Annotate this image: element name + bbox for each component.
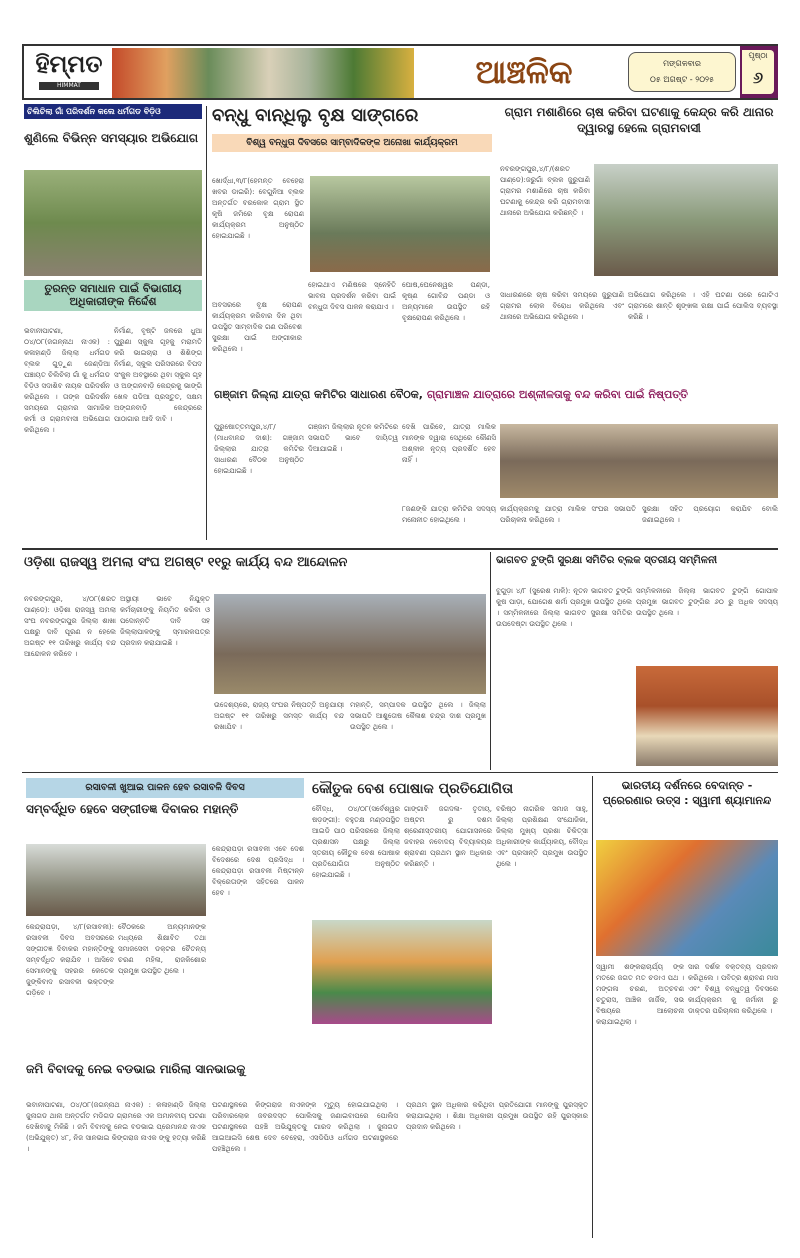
story4-body-col2: ଗଞ୍ଜାମ ଜିଲ୍ଲାର ନୂତନ କମିଟିରେ ସଭାପତି ଭାବେ ଦାୟିତ୍ୱ ଦିଆଯାଇଛି ।: [308, 423, 398, 453]
masthead-banner-image: [112, 48, 414, 98]
weekday: ମଙ୍ଗଳବାର: [663, 59, 701, 68]
story4-caption2: କାର୍ଯ୍ୟକ୍ରମକୁ ଯାତ୍ରା ମାଲିକ ସଂଘର ସଭାପତି ପରିଚାଳନା କରିଥିଲେ ।: [500, 505, 636, 524]
story10-body-col2: ଘଟଣାସ୍ଥଳରେ କିଙ୍ଗରାଜ ନାଏକଙ୍କ ମୃତ୍ୟୁ ହୋଇଯାଇଥିଲା । ପରିବାରଲୋକ ଜବରଦସ୍ତ ପୋଲିସକୁ ଜଣାଇବାପରେ ପୋଲିସ ଘଟଣାସ୍ଥଳରେ ପହଞ୍ଚି ଅଭିଯୁକ୍ତକୁ ଗାରଦ କରିଥିଲା । ଜୁନାଗଡ ଆଇଆଇସି ଶେଷ ଦେବ ବେହେରା, ଏସଡିପିଓ ଧର୍ମଗଡ ଘଟଣାସ୍ଥଳରେ ପହଞ୍ଚିଥିଲେ ।: [212, 1101, 398, 1153]
story1-kicker: ଚିଲିଚିଲା ଗାଁ ପରିଦର୍ଶନ କଲେ ଧର୍ମଗଡ ବିଡ଼ିଓ: [24, 104, 202, 119]
story4-photo: [500, 424, 778, 498]
story7-kicker: ରସାବଳୀ ଖୁଆଇ ପାଳନ ହେବ ରସାବଳି ଦିବସ: [26, 778, 304, 798]
story7-body-col3: ବୈଠକରେ ଅନ୍ୟମାନଙ୍କ ମଧ୍ୟରେ ଶିକ୍ଷାବିତ ତଥା ସମାଜସେବୀ ଡକ୍ଟର ଚୈତନ୍ୟ ଚରଣ ମହିଳା, ରାଜକିଶୋର ପ୍ରମୁଖ ଉପସ୍ଥିତ ଥିଲେ ।: [118, 923, 206, 975]
story8-body-col1: ବୌଦ୍ଧ, ୦୪/୦୮(ସର୍ବେଶ୍ୱର ଷଡ଼ଙ୍ଗୀ): ବହୁତକ୍ଷ ମଣ୍ଡପସ୍ଥିତ ଆଇଡି ପାଠ ପରିସରରେ ଜିଲ୍ଲା ପ୍ରଶାସନ ପକ୍ଷରୁ ଜିଲ୍ଲା ସ୍ତରୀୟ କୌତୁକ ବେଶ ପୋଷାକ ପ୍ରତିଯୋଗିତା ଅନୁଷ୍ଠିତ ହୋଇଯାଇଛି ।: [312, 805, 400, 879]
story3-photo: [594, 164, 778, 276]
story8-body-col3: ବରିଷ୍ଠ ନାଗରିକ ସମାଜ ସାହୁ, ଜିଲ୍ଲା ପ୍ରଶିକ୍ଷଣ ସଂଯୋଜିକା, ଜିଲ୍ଲା ମୁଖ୍ୟ ପ୍ରଶା ଚିକିତ୍ସା ଅଧିକାରୀଙ୍କ କାର୍ଯ୍ୟାଳୟ, ବୌଦ୍ଧ ଏବଂ ପ୍ରସାନ୍ତି ପ୍ରମୁଖ ଉପସ୍ଥିତ ଥିଲେ ।: [496, 805, 588, 868]
story1-headline[interactable]: ଶୁଣିଲେ ବିଭିନ୍ନ ସମସ୍ୟାର ଅଭିଯୋଗ: [24, 131, 199, 145]
story3-headline[interactable]: ଗ୍ରାମ ମଶାଣିରେ ଚାଷ କରିବା ଘଟଣାକୁ କେନ୍ଦ୍ର କରି ଥାନାର ଦ୍ୱାରସ୍ଥ ହେଲେ ଗ୍ରାମବାସୀ: [504, 105, 774, 135]
story5-body-col1: ନବରଙ୍ଗପୁର, ୪/୦୮(ଶରତ ପାଣ୍ଡେ): ଓଡ଼ିଶା ରାଜସ୍ୱ ଅମଲା ସଂଘ ନବରଙ୍ଗପୁର ଜିଲ୍ଲା ଶାଖା ପକ୍ଷରୁ ଦାବି ପୂରଣ ନ ହେଲେ ଅଗଷ୍ଟ ୧୧ ତାରିଖରୁ କାର୍ଯ୍ୟ ବନ୍ଦ ଆନ୍ଦୋଳନ କରିବେ ।: [24, 595, 116, 658]
story2-headline[interactable]: ବନ୍ଧୁ ବାନ୍ଧିଲୁ ବୃକ୍ଷ ସାଙ୍ଗରେ: [212, 105, 419, 126]
story4-headline[interactable]: ଗଞ୍ଜାମ ଜିଲ୍ଲା ଯାତ୍ରା କମିଟିର ସାଧାରଣ ବୈଠକ, ଗ୍ରାମାଞ୍ଚଳ ଯାତ୍ରାରେ ଅଶ୍ଳୀଳତାକୁ ବନ୍ଦ କରିବା ପାଇଁ ନିଷ୍ପତ୍ତି: [214, 388, 688, 401]
story6-headline[interactable]: ଭାଗବତ ଟୁଙ୍ଗି ସୁରକ୍ଷା ସମିତିର ବ୍ଲକ ସ୍ତରୀୟ ସମ୍ମିଳନୀ: [496, 555, 718, 566]
column-divider: [592, 776, 593, 1238]
story9-photo: [596, 840, 778, 956]
page-number: ୬: [752, 68, 764, 87]
story2-body-col4: ଘୋଷ,ଘେନେଶ୍ୱର ପଣ୍ଡା, କୃଷ୍ଣ ଗୋବିନ୍ଦ ପଣ୍ଡା ଓ ଅନ୍ୟମାନେ ଉପସ୍ଥିତ ରହି ବୃକ୍ଷରୋପଣ କରିଥିଲେ ।: [402, 281, 490, 322]
story8-body-col2: ଗାଙ୍ଗାବି ଜଗଦଳା- ତୃତୀୟ, ଅଷ୍ଟମ ରୁ ଦଶମ ଶ୍ରେଣୀସ୍ତରୀୟ ଯୋଗାସନରେ ଜବାହର ନବୋଦୟ ବିଦ୍ୟାଳୟର ଶ୍ରାବଣୀ ପ୍ରଥମ ସ୍ଥାନ ଅଧିକାର କରିଛନ୍ତି ।: [404, 805, 492, 868]
date-box: [628, 52, 736, 92]
story1-body-col2: ନିର୍ମାଣ, ବୃଷ୍ଟି ଜଳରେ ଧୁଆ ପୁରୁଣା ସ୍କୁଲ ଗୃହକୁ ମରାମତି କରି ଭାଇଚାରା ଓ ଶିଶିଙ୍ଗ ନିର୍ମାଣ, ସ୍କୁଲ ପରିସରରେ ବିପଦ ସଂକୁଳ ଅବସ୍ଥାରେ ଥିବା ସ୍କୁଲ ଗୃହ ଓ ଅଙ୍ଗନବାଡ଼ି କେନ୍ଦ୍ରକୁ ଭାଙ୍ଗି ଖେଳ ପଡିଆ ପ୍ରସ୍ତୁତ, ସକ୍ଷମ ଅଙ୍ଗନବାଡ଼ି କେନ୍ଦ୍ରରେ ପାଠାଗାର ଆଦି ଦାବି ।: [114, 327, 202, 423]
story5-body-col3: ଉଦ୍ଦେଶ୍ୟରେ, ରାଜ୍ୟ ସଂଘର ନିଷ୍ପତ୍ତି ଅନୁଯାୟୀ ଅଗଷ୍ଟ ୧୧ ତାରିଖରୁ ସମସ୍ତ କାର୍ଯ୍ୟ ବନ୍ଦ ରଖାଯିବ ।: [214, 701, 344, 731]
story1-body-col1: ଭବାନୀପାଟଣା, ୦୪/୦୮(ଜଗନ୍ନାଥ ନାଏକ) : କଳାହାଣ୍ଡି ଜିଲ୍ଲା ଧର୍ମଗଡ ବ୍ଲକ ଗୁଡ଼ୁଣ ଜେଣ୍ଡିଆ ପଞ୍ଚାୟତ ଚିଲିଚିଲା ଗାଁ କୁ ଧର୍ମଗଡ ବିଡ଼ିଓ ସଦାଶିବ ନାୟକ ପରିଦର୍ଶନ କରିଥିଲେ । ତାଙ୍କ ପରିଦର୍ଶନ ସମୟରେ ଗ୍ରାମର ସାମାଜିକ କର୍ମୀ ଓ ଗ୍ରାମବାସୀ ଅଭିଯୋଗ କରିଥିଲେ ।: [24, 327, 110, 434]
column-divider: [206, 106, 207, 540]
story3-body-col1: ନବରଙ୍ଗପୁର,୪/୮/(ଶରତ ପାଣ୍ଡେ):ଜରୁଗାଁ ବ୍ଲକ ଜୁରୁପାଣି ଗ୍ରାମର ମଶାଣିରେ ଚାଷ କରିବା ଘଟଣାକୁ କେନ୍ଦ୍ର କରି ଗ୍ରାମବାସୀ ଥାନାରେ ଅଭିଯୋଗ କରିଛନ୍ତି ।: [500, 165, 590, 217]
story4-caption1: ୮ଜଣଙ୍କି ଯାତ୍ରା କମିଟିର ସଦସ୍ୟ ମନୋନୀତ ହୋଇଥିଲେ ।: [402, 505, 496, 524]
story9-headline[interactable]: ଭାରତୀୟ ଦର୍ଶନରେ ବେଦାନ୍ତ - ପ୍ରେରଣାର ଉତ୍ସ : ସ୍ୱାମୀ ଶ୍ୟାମାନନ୍ଦ: [602, 779, 772, 807]
page-label: ପୃଷ୍ଠା ୬: [742, 50, 774, 94]
story9-body-col2: ସାର ଦର୍ଶକ ବକ୍ତବ୍ୟ ପ୍ରଦାନ କରିଥିଲେ । ପବିତ୍ର ଶ୍ରାବଣ ମାସ ଏବଂ ବିଶ୍ୱ ବନ୍ଧୁତ୍ୱ ଦିବସରେ କାର୍ଯ୍ୟକ୍ରମ କୁ ଜର୍ମାନୀ ରୁ ଡାକ୍ତର ପରିଚାଳନା କରିଥିଲେ ।: [688, 963, 778, 1015]
column-divider: [490, 552, 491, 770]
story2-subhead: ବିଶ୍ୱ ବନ୍ଧୁତା ଦିବସରେ ସାମ୍ବାଦିକଙ୍କ ଅନୋଖା କାର୍ଯ୍ୟକ୍ରମ: [212, 134, 492, 152]
newspaper-logo[interactable]: ହିମ୍ମତ HIMMAT: [26, 48, 112, 98]
story2-body-col2: ଅବସରରେ ବୃକ୍ଷ ରୋପଣ କାର୍ଯ୍ୟକ୍ରମ କରିବାର ଦିନ ଥିବା ଉପସ୍ଥିତ ସାମ୍ବାଦିକ ଗଣ ପରିବେଶ ସୁରକ୍ଷା ପାଇଁ ଅଙ୍ଗୀକାର କରିଥିଲେ ।: [212, 301, 302, 353]
story8-photo: [312, 920, 492, 1024]
story7-photo: [26, 844, 206, 916]
story10-headline[interactable]: ଜମି ବିବାଦକୁ ନେଇ ବଡଭାଇ ମାରିଲା ସାନଭାଇକୁ: [26, 1062, 246, 1076]
story3-body-col2: ସାଧାରଣରେ ଚାଷ କରିବା ସମୟରେ ଜୁରୁପାଣି ଗ୍ରାମର ଲୋକ ବିରୋଧ କରିଥିଲେ ଏବଂ ଥାନାରେ ଅଭିଯୋଗ କରିଥିଲେ ।: [500, 291, 624, 321]
story3-body-col3: ଅଭିଯୋଗ କରିଥିଲେ । ଏହି ଘଟଣା ପରେ ଗୋଟିଏ ଗ୍ରାମରେ ଶାନ୍ତି ଶୃଙ୍ଖଳା ରକ୍ଷା ପାଇଁ ପୋଲିସ ବ୍ୟବସ୍ଥା କରିଛି ।: [628, 291, 778, 321]
story1-subhead: ତୁରନ୍ତ ସମାଧାନ ପାଇଁ ବିଭାଗୀୟ ଅଧିକାରୀଙ୍କ ନିର୍ଦ୍ଦେଶ: [24, 280, 202, 311]
date: ୦୫ ଅଗଷ୍ଟ - ୨୦୨୫: [650, 75, 714, 84]
story7-headline[interactable]: ସମ୍ବର୍ଦ୍ଧିତ ହେବେ ସଙ୍ଗୀତଜ୍ଞ ଦିବାକର ମହାନ୍ତି: [26, 802, 239, 816]
story10-body-col1: ଭବାନୀପାଟଣା, ୦୪/୦୮(ଜଗନ୍ନାଥ ନାଏକ) : କଳାହାଣ୍ଡି ଜିଲ୍ଲା ଜୁନାଗଡ ଥାନା ଅନ୍ତର୍ଗତ ମଡିଗଡ ଗ୍ରାମରେ ଏକ ଅମାନବୀୟ ଘଟଣା ଦେଖିବାକୁ ମିଳିଛି । ଜମି ବିବାଦକୁ ନେଇ ବଡଭାଇ ପ୍ରେମାନନ୍ଦ ନାଏକ (ଅଭିଯୁକ୍ତ) ୪୮, ନିଜ ସାନଭାଇ କିଙ୍ଗରାଜ ନାଏକ ଙ୍କୁ ହତ୍ୟା କରିଛି ।: [26, 1101, 206, 1153]
story6-body-col2: ସମ୍ମିଳନୀରେ ଜିଲ୍ଲା ଭାଗବତ ଟୁଙ୍ଗି ଗୋପାଳ ପ୍ରମୁଖ ଭାଗବତ ଟୁଙ୍ଗିର ୬୦ ରୁ ଅଧିକ ସଦସ୍ୟ ଉପସ୍ଥିତ ଥିଲେ ।: [636, 587, 778, 617]
section-divider: [22, 548, 778, 550]
story2-body-col1: ଖୋର୍ଦ୍ଧା,୩/୮(ହେମନ୍ତ ବେହେରା ଖବର ଡାଇରି): ବେଗୁନିଆ ବ୍ଲକ ଅନ୍ତର୍ଗତ ବରକୋଳ ଗ୍ରାମ ସ୍ଥିତ କୃଷି ଜମିରେ ବୃକ୍ଷ ରୋପଣ କାର୍ଯ୍ୟକ୍ରମ ଅନୁଷ୍ଠିତ ହୋଇଯାଇଛି ।: [212, 177, 304, 240]
story6-photo: [636, 666, 778, 766]
story5-headline[interactable]: ଓଡ଼ିଶା ରାଜସ୍ୱ ଅମଲା ସଂଘ ଅଗଷ୍ଟ ୧୧ରୁ କାର୍ଯ୍ୟ ବନ୍ଦ ଆନ୍ଦୋଳନ: [24, 555, 348, 570]
story7-body-col2: କେନ୍ଦ୍ରାପଡ଼ା ରସାବଳୀ ଏବେ ଦେଶ ବିଦେଶରେ ଦେଶ ପ୍ରସିଦ୍ଧ । କେନ୍ଦ୍ରାପଡ଼ା ରସାବଳୀ ମିଷ୍ଟାନ୍ନ ବିକ୍ରେତାଙ୍କ ସହିତରେ ପାଳନ ହେବ ।: [212, 845, 304, 897]
story4-body-col3: ଦେଖି ପାରିବେ, ଯାତ୍ରା ମାଲିକ ମାନଙ୍କ ଦ୍ୱାରା ସେଥିରେ କୌଣସି ଅଶ୍ଳୀଳ ନୃତ୍ୟ ପ୍ରଦର୍ଶିତ ହେବ ନାହିଁ ।: [402, 423, 496, 464]
story6-body-col1: ବୁଗୁଡ଼ା ୪/୮ (ସୁରେଶ ମାଳି): ନୂତନ ଭାଗବତ ଟୁଙ୍ଗି କୁଷ ପାଡ଼ା, ଯୋଗେଶ ଶର୍ମା ପ୍ରମୁଖ ଉପସ୍ଥିତ ଥିଲେ । ସମ୍ମିଳନୀରେ ଜିଲ୍ଲା ଭାଗବତ ସୁରକ୍ଷା ସମିତିର ଉପଦେଷ୍ଟା ଉପସ୍ଥିତ ଥିଲେ ।: [496, 587, 632, 628]
story1-photo: [24, 170, 202, 276]
story5-body-col2: ଅସ୍ଥାୟୀ ଭାବେ ନିଯୁକ୍ତ କର୍ମଚାରୀଙ୍କୁ ନିୟମିତ କରିବା ଓ ପଦୋନ୍ନତି ଦାବି ସହ ଜିଲ୍ଲାପାଳଙ୍କୁ ସ୍ମାରକପତ୍ର ପ୍ରଦାନ କରାଯାଇଛି ।: [120, 595, 210, 647]
story2-body-col3: ହୋଇଥାଏ ମଣିଷରେ ସ୍ନେହିତି ଭାବନା ପ୍ରଦର୍ଶନ କରିବା ପାଇଁ ବନ୍ଧୁତା ଦିବସ ପାଳନ କରାଯାଏ ।: [308, 281, 396, 311]
story5-body-col4: ମହାନ୍ତି, ସମ୍ପାଦକ ଉପସ୍ଥିତ ଥିଲେ । ଜିଲ୍ଲା ସଭାପତି ଆଶୁତୋଷ କୈଳାଶ ଚନ୍ଦ୍ର ଦାଶ ପ୍ରମୁଖ ଉପସ୍ଥିତ ଥିଲେ ।: [350, 701, 486, 731]
story9-body-col1: ସ୍ୱାମୀ ଶଙ୍କରାଚାର୍ଯ୍ୟ ଙ୍କ ମତରେ ଜଗତ ମତ ଚଡାଏ ପଥ । ମଙ୍ଗଳା ଚରଣ, ଅତ୍ଚବଣ ଚତୁରାସ, ଆଞ୍ଚିକ ଜାର୍ଜିକ, ସଭ ବିଷୟରେ ଆଲୋଚନା କରାଯାଇଥିଲା ।: [596, 963, 684, 1026]
masthead: [22, 44, 778, 100]
section-divider: [22, 772, 778, 773]
story7-body-col1: କେନ୍ଦ୍ରାପଡ଼ା, ୪/୮(ରସାବଳୀ): ରସାବଳୀ ଦିବସ ଅବସରରେ ସଙ୍ଗୀତଜ୍ଞ ଦିବାକର ମହାନ୍ତିଙ୍କୁ ସମ୍ବର୍ଦ୍ଧିତ କରାଯିବ । ଆସିବେ ସେମାନଙ୍କୁ ସହରର କେତେକ ଜୁଙ୍କିବାଦ ରସାବଳୀ ଭକ୍ତଙ୍କ ଗଡ଼ିବେ ।: [26, 923, 114, 997]
story10-body-col3: ପ୍ରଥମ ସ୍ଥାନ ଅଧିକାର କରିଥିବା ପ୍ରତିଯୋଗୀ ମାନଙ୍କୁ ପୁରସ୍କୃତ କରାଯାଇଥିଲା । ଶିକ୍ଷା ଅଧିକାରୀ ପ୍ରମୁଖ ଉପସ୍ଥିତ ରହି ପୁରସ୍କାର ପ୍ରଦାନ କରିଥିଲେ ।: [406, 1101, 588, 1131]
story5-photo: [214, 594, 486, 694]
story2-photo: [310, 176, 490, 272]
section-title: ଆଞ୍ଚଳିକ: [475, 53, 573, 91]
story4-body-col1: ପୁରୁଷୋତ୍ତମପୁର,୪/୮/ (ମାଧବାନନ୍ଦ ଦାଶ): ଗଞ୍ଜାମ ଜିଲ୍ଲାର ଯାତ୍ରା କମିଟିର ସାଧାରଣ ବୈଠକ ଅନୁଷ୍ଠିତ ହୋଇଯାଇଛି ।: [214, 423, 304, 475]
story8-headline[interactable]: କୌତୁକ ବେଶ ପୋଷାକ ପ୍ରତିଯୋଗିତା: [312, 781, 514, 797]
story4-caption3: ସୁରକ୍ଷା ସହିତ ପ୍ରୟୋଗ କରାଯିବ ବୋଲି ଜଣାଇଥିଲେ ।: [642, 505, 778, 524]
